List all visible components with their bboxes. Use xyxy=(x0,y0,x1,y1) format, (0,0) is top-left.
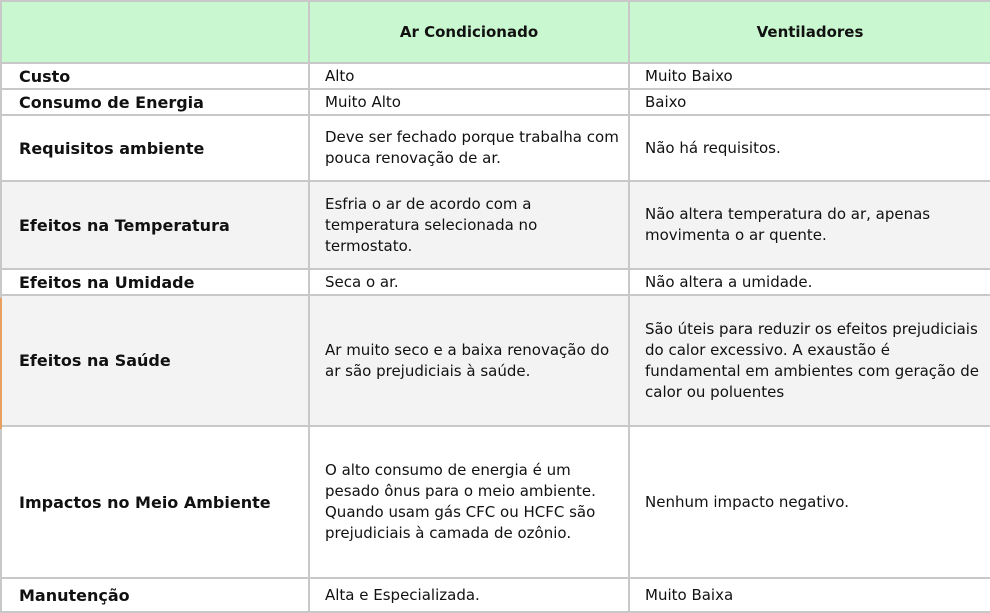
table-row-temperatura xyxy=(1,181,990,269)
ac-cell xyxy=(309,115,629,181)
fan-cell xyxy=(629,269,990,295)
row-label: Efeitos na Temperatura xyxy=(1,181,309,269)
fan-value: Nenhum impacto negativo. xyxy=(645,492,849,511)
fan-value: Não há requisitos. xyxy=(645,138,781,157)
row-label: Efeitos na Umidade xyxy=(1,269,309,295)
ac-cell xyxy=(309,269,629,295)
table-row-meio-ambiente xyxy=(1,426,990,578)
fan-cell xyxy=(629,181,990,269)
ac-value: Alto xyxy=(325,66,355,85)
fan-cell xyxy=(629,426,990,578)
row-label: Custo xyxy=(1,63,309,89)
row-label: Consumo de Energia xyxy=(1,89,309,115)
table-row-manutencao xyxy=(1,578,990,612)
fan-value: Muito Baixa xyxy=(645,585,734,604)
table-row-consumo xyxy=(1,89,990,115)
table-row-custo xyxy=(1,63,990,89)
ac-value: Ar muito seco e a baixa renovação do ar são prejudiciais à saúde. xyxy=(325,340,610,380)
fan-cell xyxy=(629,89,990,115)
ac-cell xyxy=(309,426,629,578)
header-ar-condicionado: Ar Condicionado xyxy=(309,1,629,63)
header-empty-cell xyxy=(1,1,309,63)
ac-value: Deve ser fechado porque trabalha com pouca renovação de ar. xyxy=(325,128,619,167)
ac-value: Seca o ar. xyxy=(325,272,399,291)
fan-cell xyxy=(629,63,990,89)
fan-value: Muito Baixo xyxy=(645,66,733,85)
header-ventiladores: Ventiladores xyxy=(629,1,990,63)
ac-cell xyxy=(309,181,629,269)
ac-cell xyxy=(309,578,629,612)
row-label: Manutenção xyxy=(1,578,309,612)
table-row-saude xyxy=(1,295,990,426)
ac-value: Esfria o ar de acordo com a temperatura selecionada no termostato. xyxy=(325,194,538,255)
fan-cell xyxy=(629,295,990,426)
ac-cell xyxy=(309,89,629,115)
table-row-requisitos xyxy=(1,115,990,181)
ac-cell xyxy=(309,295,629,426)
ac-cell xyxy=(309,63,629,89)
header-row xyxy=(1,1,990,63)
fan-cell xyxy=(629,115,990,181)
ac-value: O alto consumo de energia é um pesado ônus para o meio ambiente. Quando usam gás CFC ou HCFC são prejudiciais à camada de ozônio. xyxy=(325,461,596,542)
ac-value: Alta e Especializada. xyxy=(325,585,480,604)
fan-value: Não altera a umidade. xyxy=(645,272,813,291)
table-row-umidade xyxy=(1,269,990,295)
row-label: Impactos no Meio Ambiente xyxy=(1,426,309,578)
left-accent-line xyxy=(0,298,2,429)
ac-value: Muito Alto xyxy=(325,92,401,111)
fan-cell xyxy=(629,578,990,612)
fan-value: Não altera temperatura do ar, apenas movimenta o ar quente. xyxy=(645,205,931,244)
row-label: Efeitos na Saúde xyxy=(1,295,309,426)
fan-value: São úteis para reduzir os efeitos prejudiciais do calor excessivo. A exaustão é fundamental em ambientes com geração de calor ou poluentes xyxy=(645,319,979,401)
fan-value: Baixo xyxy=(645,92,687,111)
row-label: Requisitos ambiente xyxy=(1,115,309,181)
